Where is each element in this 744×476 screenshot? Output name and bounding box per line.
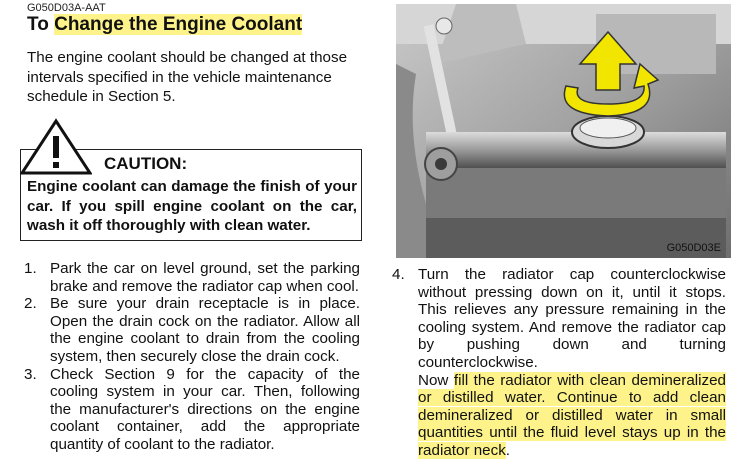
figure-code: G050D03E: [666, 242, 721, 254]
caution-body: Engine coolant can damage the finish of your car. If you spill engine coolant on the car, wash it off thoroughly with clean water.: [27, 178, 357, 234]
title-highlight: Change the Engine Coolant: [54, 14, 303, 35]
step-extra: [418, 372, 726, 460]
step-text: Be sure your drain receptacle is in place. Open the drain cock on the radiator. Allow all the engine coolant to drain from the cooling system, then securely close the drain cock.: [50, 295, 360, 365]
list-item: [24, 295, 360, 365]
steps-list-left: [24, 260, 360, 454]
caution-heading: CAUTION:: [104, 154, 188, 173]
list-item: [24, 366, 360, 454]
step-text: Check Section 9 for the capacity of the cooling system in your car. Then, following the manufacturer's directions on the engine coolant container, add the appropriate quantity of coolant to the radiator.: [50, 365, 360, 453]
steps-list-right: [392, 266, 726, 460]
section-code: G050D03A-AAT: [27, 2, 106, 14]
step-text: Park the car on level ground, set the parking brake and remove the radiator cap when cool.: [50, 260, 360, 295]
list-item: [24, 260, 360, 295]
page-title: [27, 14, 302, 36]
extra-suffix: .: [505, 441, 511, 459]
warning-triangle-icon: [20, 118, 92, 176]
step-text: Turn the radiator cap counterclockwise without pressing down on it, until it stops. This relieves any pressure remaining in the cooling system. And remove the radiator cap by pushing down and turning counterclockwise.: [418, 266, 726, 371]
step-number: 1.: [24, 260, 37, 277]
extra-prefix: Now: [418, 371, 454, 389]
extra-highlight: fill the radiator with clean demineralized or distilled water. Continue to add clean demineralized or distilled water in small quantities until the fluid level stays up in the radiator neck: [418, 371, 726, 459]
list-item: [392, 266, 726, 460]
engine-bay-illustration: [396, 4, 731, 258]
step-number: 2.: [24, 295, 37, 313]
step-number: 4.: [392, 266, 405, 283]
step-number: 3.: [24, 365, 37, 383]
intro-paragraph: The engine coolant should be changed at those intervals specified in the vehicle maintenance schedule in Section 5.: [27, 49, 348, 105]
title-prefix: To: [27, 14, 55, 35]
radiator-cap-photo: [396, 4, 731, 258]
